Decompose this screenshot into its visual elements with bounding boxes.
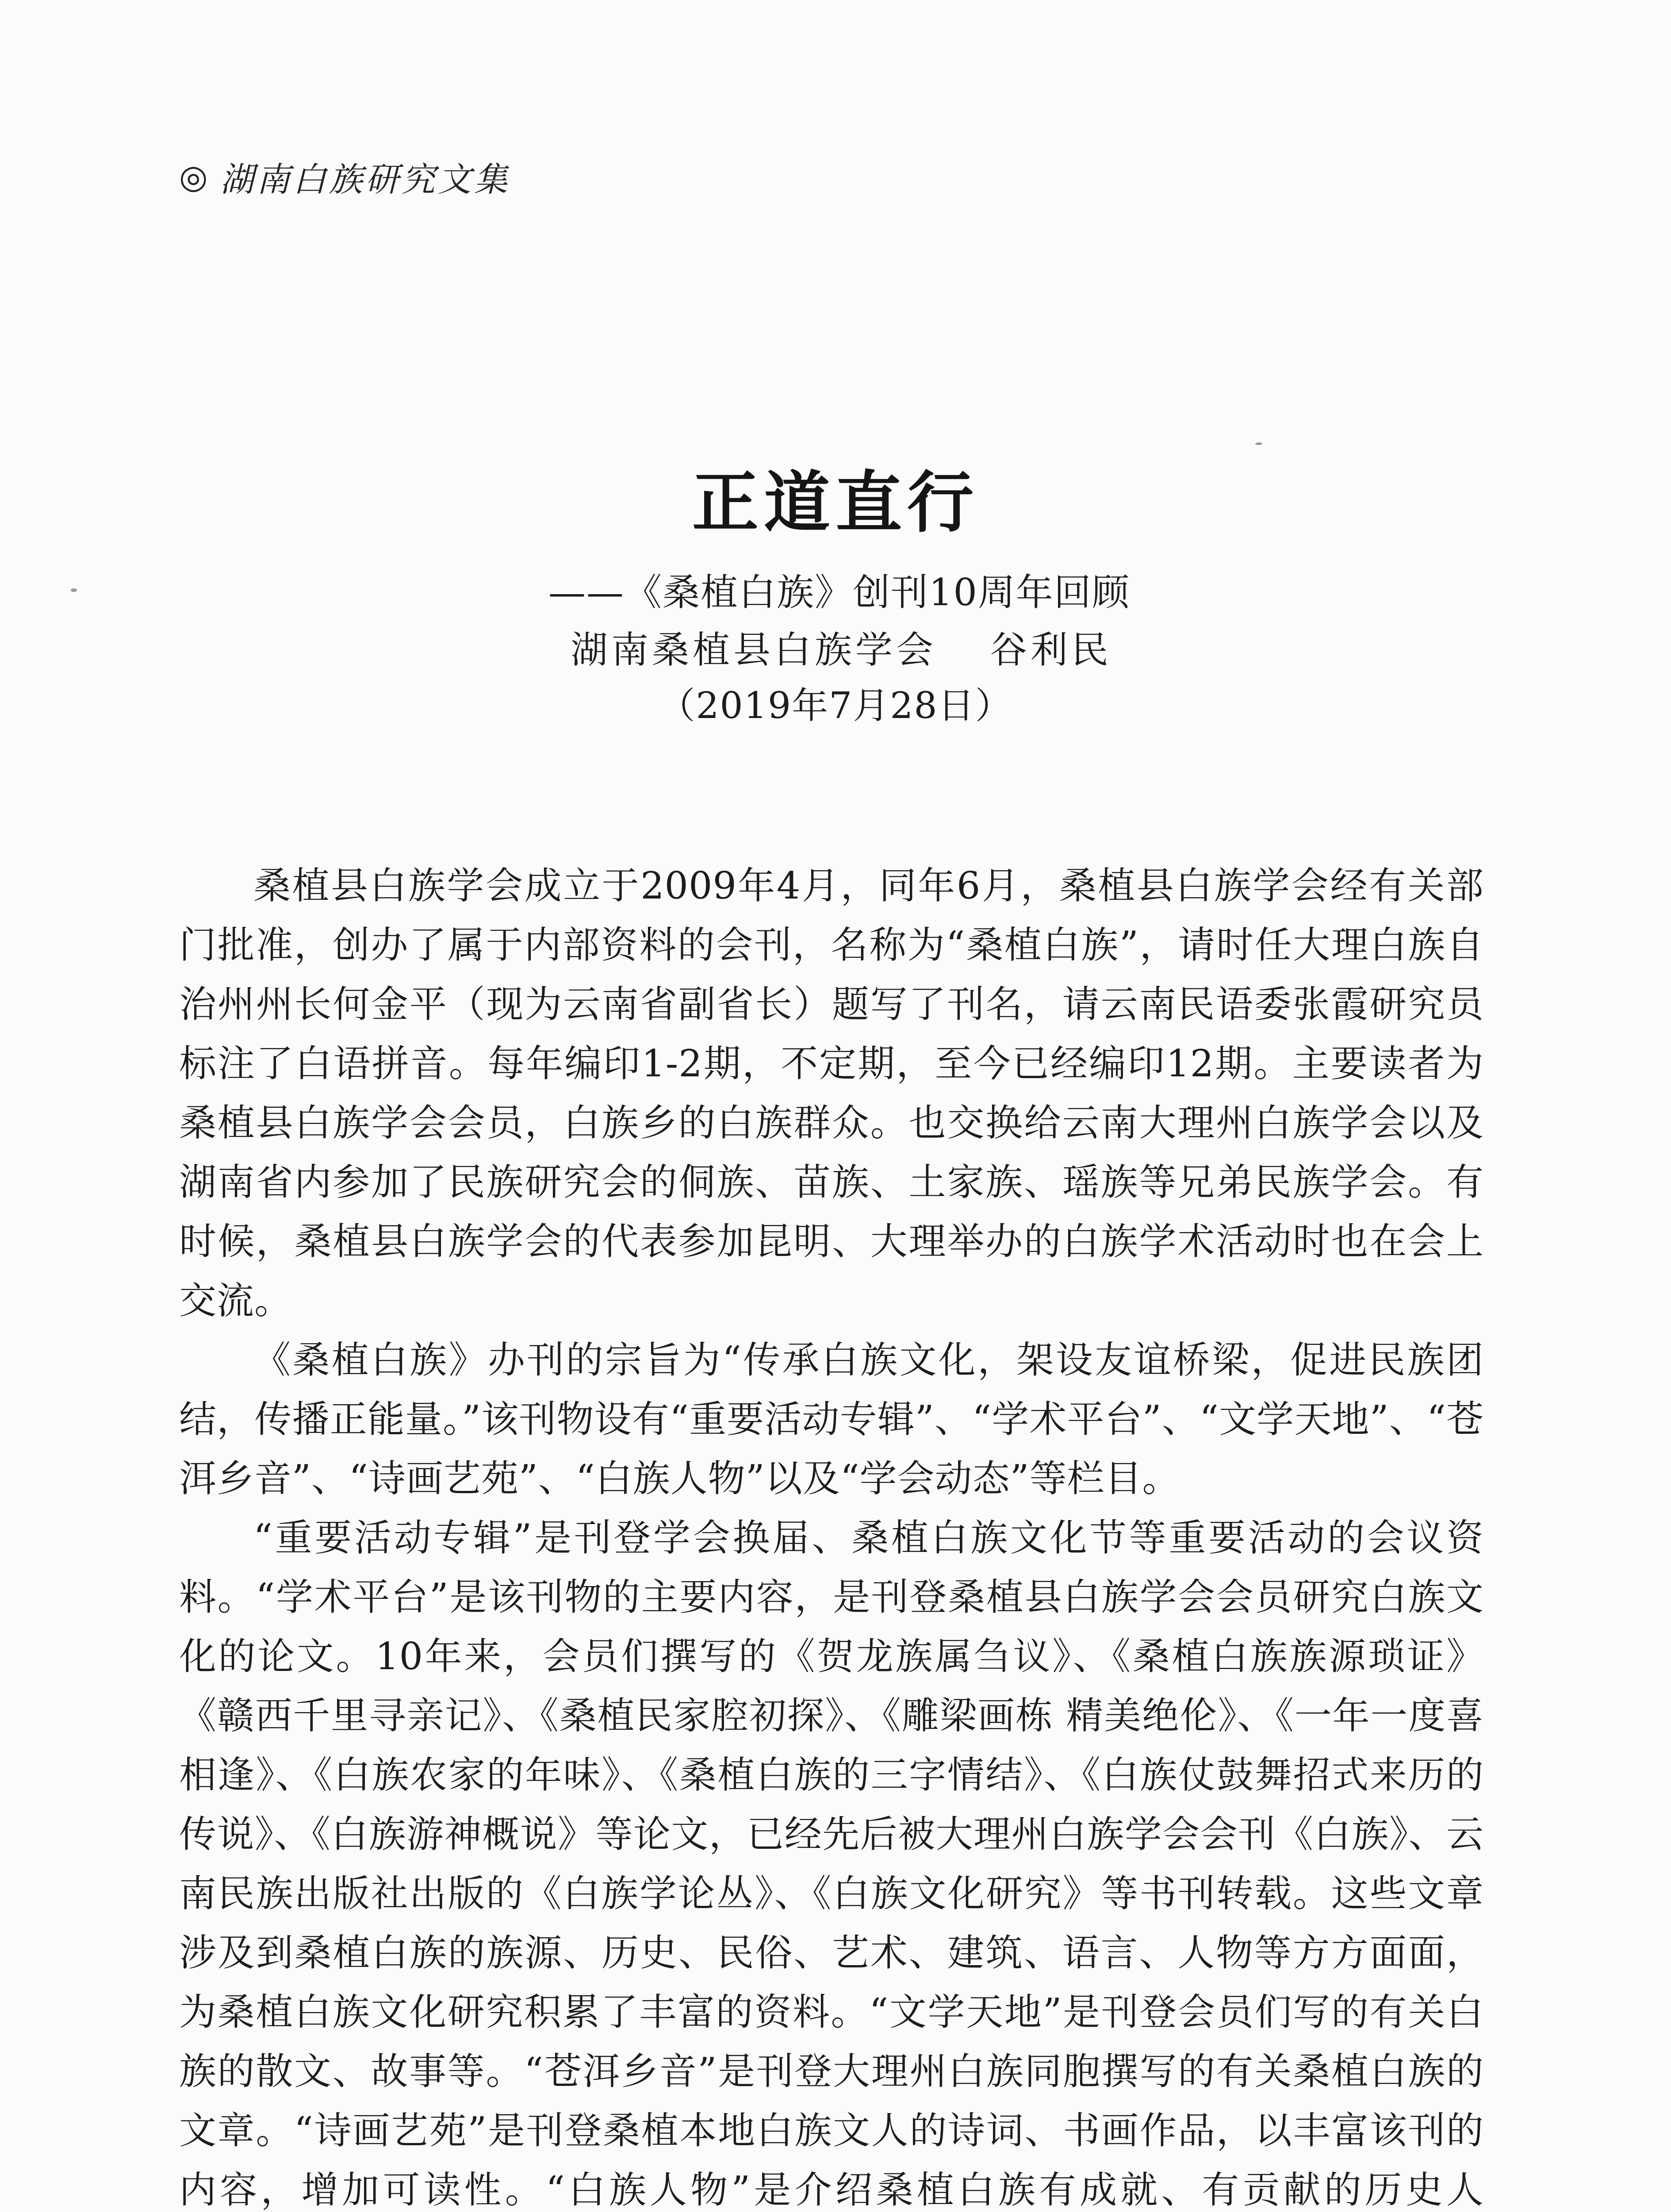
paragraph: 桑植县白族学会成立于2009年4月，同年6月，桑植县白族学会经有关部门批准，创办了属于内部资料的会刊，名称为“桑植白族”，请时任大理白族自治州州长何金平（现为云南省副省长）题写了刊名，请云南民语委张霞研究员标注了白语拼音。每年编印1-2期，不定期，至今已经编印12期。主要读者为桑植县白族学会会员，白族乡的白族群众。也交换给云南大理州白族学会以及湖南省内参加了民族研究会的侗族、苗族、土家族、瑶族等兄弟民族学会。有时候，桑植县白族学会的代表参加昆明、大理举办的白族学术活动时也在会上交流。 <box>179 864 1484 1322</box>
author-organization: 湖南桑植县白族学会 <box>571 628 937 672</box>
article-body <box>179 856 1484 2212</box>
author-name: 谷利民 <box>990 628 1112 672</box>
article-subtitle: ——《桑植白族》创刊10周年回顾 <box>548 571 1130 614</box>
circle-mark-icon: ◎ <box>179 157 211 196</box>
book-title: 湖南白族研究文集 <box>220 160 510 199</box>
article-date: （2019年7月28日） <box>659 685 1012 727</box>
article-title: 正道直行 <box>692 464 979 541</box>
scan-speck <box>1255 442 1262 445</box>
author-line <box>571 620 1112 674</box>
paragraph: 《桑植白族》办刊的宗旨为“传承白族文化，架设友谊桥梁，促进民族团结，传播正能量。”该刊物设有“重要活动专辑”、“学术平台”、“文学天地”、“苍洱乡音”、“诗画艺苑”、“白族人物”以及“学会动态”等栏目。 <box>179 1338 1484 1500</box>
paragraph: “重要活动专辑”是刊登学会换届、桑植白族文化节等重要活动的会议资料。“学术平台”是该刊物的主要内容，是刊登桑植县白族学会会员研究白族文化的论文。10年来，会员们撰写的《贺龙族属刍议》、《桑植白族族源琐证》《赣西千里寻亲记》、《桑植民家腔初探》、《雕梁画栋 精美绝伦》、《一年一度喜相逢》、《白族农家的年味》、《桑植白族的三字情结》、《白族仗鼓舞招式来历的传说》、《白族游神概说》等论文，已经先后被大理州白族学会会刊《白族》、云南民族出版社出版的《白族学论丛》、《白族文化研究》等书刊转载。这些文章涉及到桑植白族的族源、历史、民俗、艺术、建筑、语言、人物等方方面面，为桑植白族文化研究积累了丰富的资料。“文学天地”是刊登会员们写的有关白族的散文、故事等。“苍洱乡音”是刊登大理州白族同胞撰写的有关桑植白族的文章。“诗画艺苑”是刊登桑植本地白族文人的诗词、书画作品，以丰富该刊的内容，增加可读性。“白族人物”是介绍桑植白族有成就、有贡献的历史人 <box>179 1516 1484 2212</box>
scan-speck <box>71 588 77 592</box>
running-header <box>179 153 510 201</box>
